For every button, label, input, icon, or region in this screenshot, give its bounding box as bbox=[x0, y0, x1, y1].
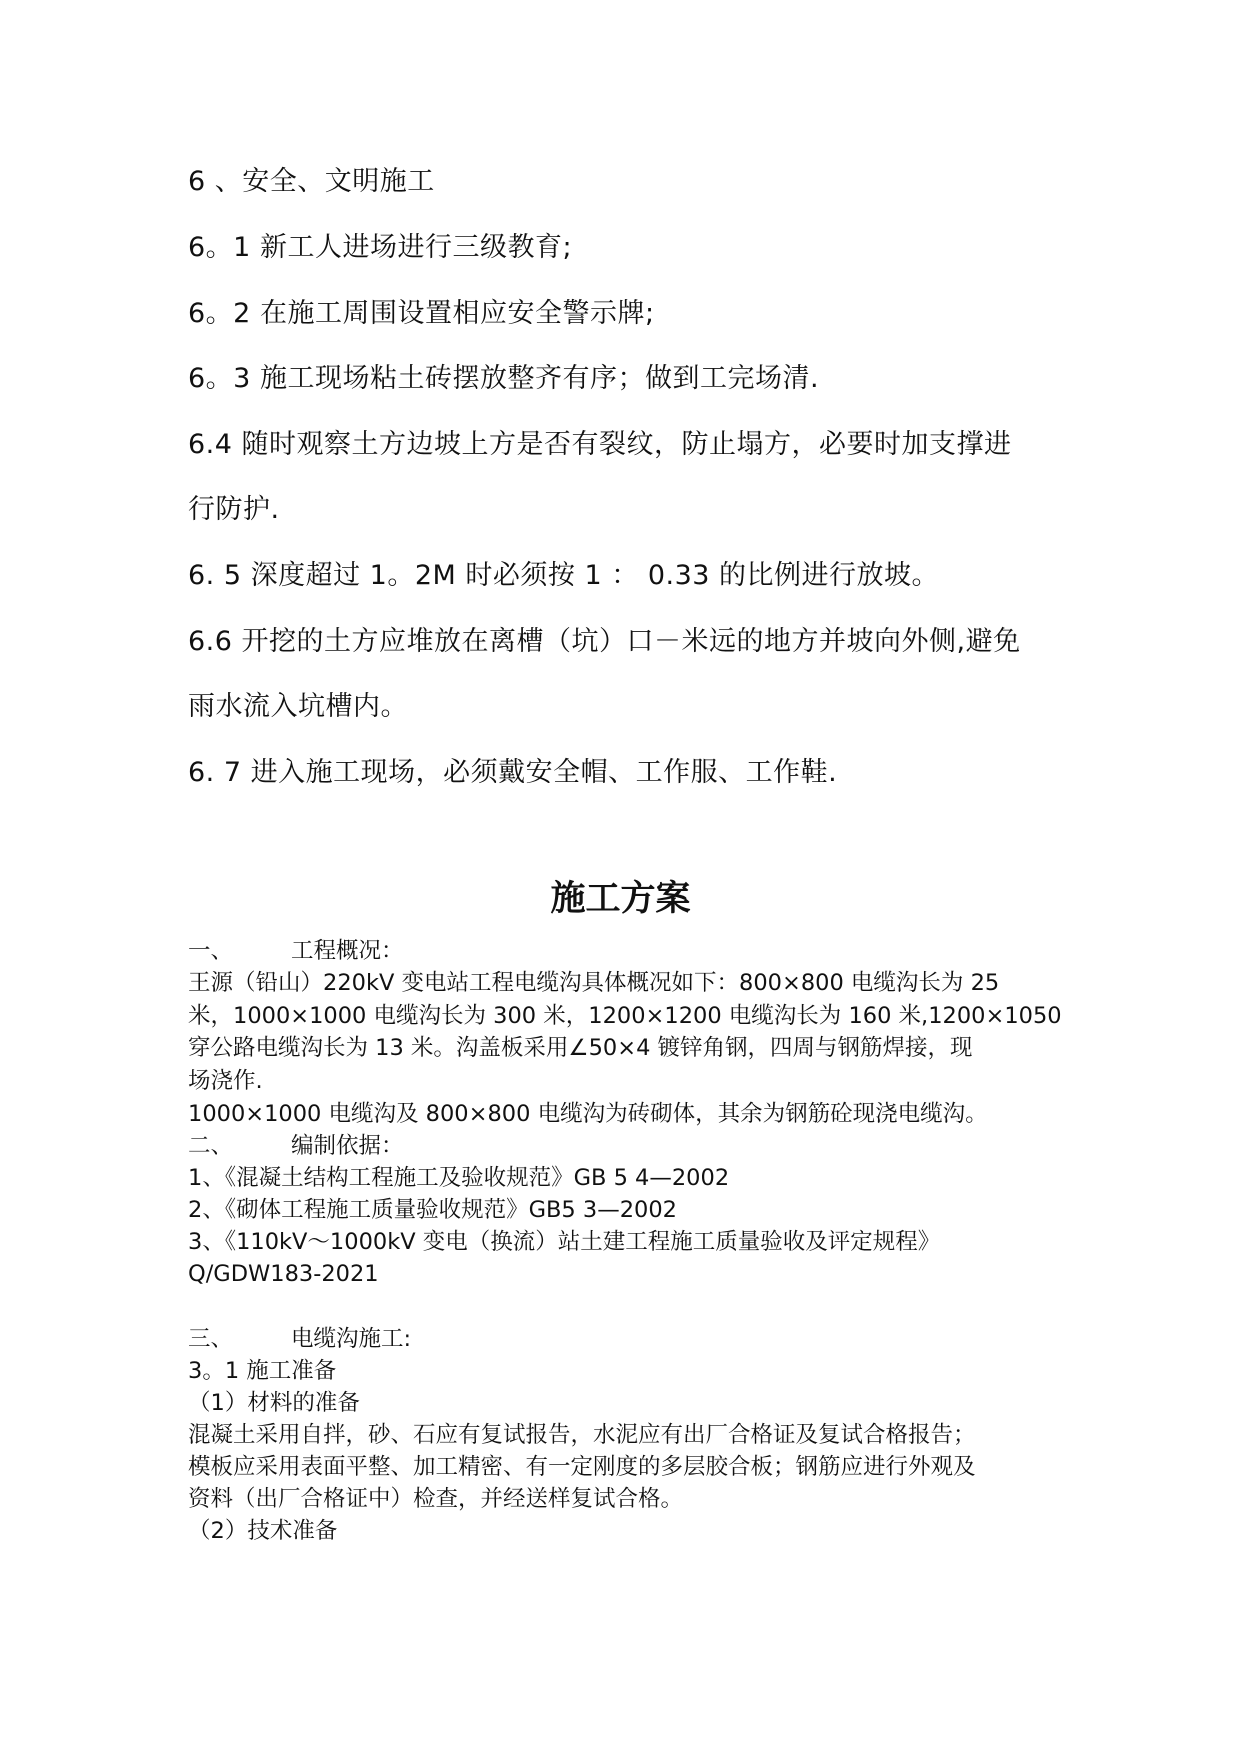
section-2-label: 编制依据： bbox=[291, 1133, 404, 1159]
reference-3-line-2: Q/GDW183-2021 bbox=[188, 1261, 379, 1287]
safety-item-6-4-line1: 6.4 随时观察土方边坡上方是否有裂纹，防止塌方，必要时加支撑进 bbox=[188, 429, 1012, 460]
plan-title: 施工方案 bbox=[550, 878, 691, 919]
section-1-heading bbox=[188, 936, 404, 966]
tech-prep-heading: （2）技术准备 bbox=[188, 1518, 338, 1544]
materials-line-2: 模板应采用表面平整、加工精密、有一定刚度的多层胶合板；钢筋应进行外观及 bbox=[188, 1454, 976, 1480]
safety-item-6-6-line2: 雨水流入坑槽内。 bbox=[188, 691, 408, 722]
section-3-heading bbox=[188, 1324, 411, 1354]
safety-item-6-7: 6. 7 进入施工现场，必须戴安全帽、工作服、工作鞋. bbox=[188, 757, 838, 788]
overview-line-5: 1000×1000 电缆沟及 800×800 电缆沟为砖砌体，其余为钢筋砼现浇电缆沟。 bbox=[188, 1101, 988, 1127]
section-1-number: 一、 bbox=[188, 938, 234, 964]
reference-1: 1、《混凝土结构工程施工及验收规范》GB 5 4—2002 bbox=[188, 1165, 730, 1191]
materials-line-3: 资料（出厂合格证中）检查，并经送样复试合格。 bbox=[188, 1486, 684, 1512]
safety-item-6-5: 6. 5 深度超过 1。2M 时必须按 1 ： 0.33 的比例进行放坡。 bbox=[188, 560, 940, 591]
safety-item-6-3: 6。3 施工现场粘土砖摆放整齐有序；做到工完场清. bbox=[188, 363, 820, 394]
materials-heading: （1）材料的准备 bbox=[188, 1390, 360, 1416]
overview-line-4: 场浇作. bbox=[188, 1068, 263, 1094]
overview-line-2: 米，1000×1000 电缆沟长为 300 米，1200×1200 电缆沟长为 160 米,1200×1050 bbox=[188, 1003, 1062, 1029]
safety-item-6-4-line2: 行防护. bbox=[188, 494, 280, 525]
section-2-number: 二、 bbox=[188, 1133, 234, 1159]
safety-item-6-2: 6。2 在施工周围设置相应安全警示牌; bbox=[188, 298, 655, 329]
reference-2: 2、《砌体工程施工质量验收规范》GB5 3—2002 bbox=[188, 1197, 677, 1223]
section-2-heading bbox=[188, 1131, 404, 1161]
safety-item-6-6-line1: 6.6 开挖的土方应堆放在离槽（坑）口－米远的地方并坡向外侧,避免 bbox=[188, 626, 1021, 657]
overview-line-1: 王源（铅山）220kV 变电站工程电缆沟具体概况如下：800×800 电缆沟长为 25 bbox=[188, 970, 1000, 996]
subsection-3-1: 3。1 施工准备 bbox=[188, 1358, 337, 1384]
safety-heading: 6 、安全、文明施工 bbox=[188, 166, 435, 197]
reference-3-line-1: 3、《110kV～1000kV 变电（换流）站土建工程施工质量验收及评定规程》 bbox=[188, 1229, 941, 1255]
safety-item-6-1: 6。1 新工人进场进行三级教育; bbox=[188, 232, 573, 263]
section-3-label: 电缆沟施工: bbox=[291, 1326, 412, 1352]
overview-line-3: 穿公路电缆沟长为 13 米。沟盖板采用∠50×4 镀锌角钢，四周与钢筋焊接，现 bbox=[188, 1035, 973, 1061]
materials-line-1: 混凝土采用自拌，砂、石应有复试报告，水泥应有出厂合格证及复试合格报告； bbox=[188, 1422, 976, 1448]
section-1-label: 工程概况： bbox=[291, 938, 404, 964]
section-3-number: 三、 bbox=[188, 1326, 234, 1352]
